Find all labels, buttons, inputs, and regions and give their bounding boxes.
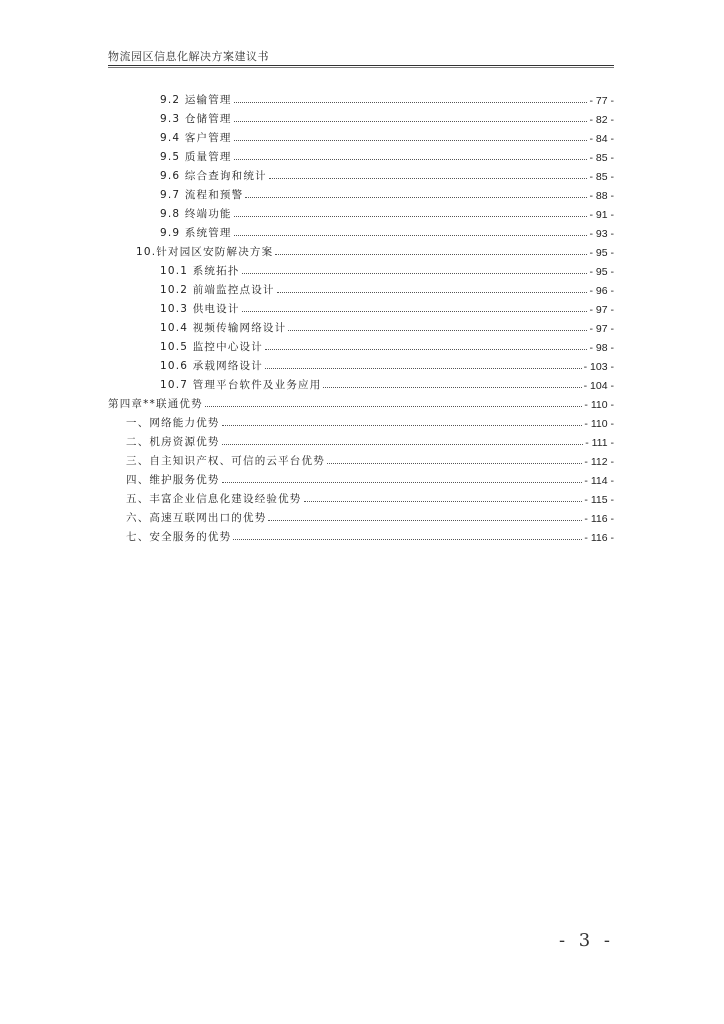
dot-leader [234, 158, 588, 160]
dot-leader [242, 310, 588, 312]
dot-leader [265, 348, 588, 350]
toc-entry[interactable] [108, 88, 614, 107]
dot-leader [234, 215, 588, 217]
page-number: - 3 - [558, 930, 614, 951]
toc-entry[interactable] [108, 411, 614, 430]
toc-entry-page: - 115 - [584, 494, 614, 506]
toc-entry-title: 9.5 质量管理 [160, 151, 232, 163]
toc-entry-title: 三、自主知识产权、可信的云平台优势 [126, 455, 325, 467]
dot-leader [222, 443, 584, 445]
dot-leader [242, 272, 588, 274]
toc-entry-title: 9.8 终端功能 [160, 208, 232, 220]
toc-entry[interactable] [108, 202, 614, 221]
toc-entry-page: - 85 - [589, 171, 614, 183]
toc-entry[interactable] [108, 335, 614, 354]
toc-entry-page: - 114 - [584, 475, 614, 487]
toc-entry-page: - 98 - [589, 342, 614, 354]
toc-entry-page: - 111 - [585, 437, 614, 449]
toc-entry[interactable] [108, 506, 614, 525]
toc-entry-page: - 84 - [589, 133, 614, 145]
dot-leader [234, 101, 588, 103]
toc-entry-page: - 82 - [589, 114, 614, 126]
toc-entry-title: 9.9 系统管理 [160, 227, 232, 239]
header-rule-secondary [108, 67, 614, 68]
dot-leader [268, 519, 582, 521]
toc-entry[interactable] [108, 354, 614, 373]
dot-leader [234, 120, 588, 122]
toc-entry[interactable] [108, 164, 614, 183]
toc-entry-page: - 116 - [584, 532, 614, 544]
toc-entry-page: - 97 - [589, 304, 614, 316]
toc-entry-page: - 77 - [589, 95, 614, 107]
toc-entry[interactable] [108, 240, 614, 259]
toc-entry[interactable] [108, 126, 614, 145]
toc-entry[interactable] [108, 107, 614, 126]
toc-entry-title: 10.针对园区安防解决方案 [136, 246, 274, 258]
toc-entry[interactable] [108, 525, 614, 544]
toc-entry-page: - 110 - [584, 399, 614, 411]
header-rule [108, 65, 614, 66]
toc-entry-title: 二、机房资源优势 [126, 436, 220, 448]
dot-leader [277, 291, 588, 293]
toc-entry-title: 10.4 视频传输网络设计 [160, 322, 287, 334]
dot-leader [222, 481, 583, 483]
toc-entry-page: - 97 - [589, 323, 614, 335]
toc-entry[interactable] [108, 221, 614, 240]
toc-entry-page: - 96 - [589, 285, 614, 297]
dot-leader [222, 424, 583, 426]
toc-entry-title: 9.3 仓储管理 [160, 113, 232, 125]
toc-entry-title: 10.5 监控中心设计 [160, 341, 263, 353]
toc-entry[interactable] [108, 449, 614, 468]
toc-entry-page: - 91 - [589, 209, 614, 221]
toc-entry-title: 五、丰富企业信息化建设经验优势 [126, 493, 302, 505]
toc-entry-page: - 104 - [583, 380, 614, 392]
toc-entry-page: - 103 - [583, 361, 614, 373]
toc-entry-title: 10.7 管理平台软件及业务应用 [160, 379, 322, 391]
toc-entry-page: - 93 - [589, 228, 614, 240]
toc-entry-title: 第四章**联通优势 [108, 398, 203, 410]
toc-entry-title: 七、安全服务的优势 [126, 531, 232, 543]
dot-leader [265, 367, 582, 369]
toc-entry-title: 9.2 运输管理 [160, 94, 232, 106]
toc-entry[interactable] [108, 316, 614, 335]
toc-entry-page: - 95 - [589, 266, 614, 278]
toc-entry-page: - 95 - [589, 247, 614, 259]
dot-leader [269, 177, 588, 179]
toc-entry-title: 10.3 供电设计 [160, 303, 240, 315]
toc-entry-page: - 112 - [584, 456, 614, 468]
toc-entry-title: 9.4 客户管理 [160, 132, 232, 144]
toc-entry-title: 六、高速互联网出口的优势 [126, 512, 267, 524]
dot-leader [288, 329, 587, 331]
toc-entry-title: 四、维护服务优势 [126, 474, 220, 486]
toc-entry-title: 一、网络能力优势 [126, 417, 220, 429]
toc-entry-title: 10.6 承载网络设计 [160, 360, 263, 372]
toc-entry[interactable] [108, 468, 614, 487]
dot-leader [234, 139, 588, 141]
dot-leader [304, 500, 583, 502]
toc-entry-page: - 110 - [584, 418, 614, 430]
toc-entry-page: - 116 - [584, 513, 614, 525]
dot-leader [327, 462, 583, 464]
toc-entry[interactable] [108, 145, 614, 164]
toc-entry[interactable] [108, 392, 614, 411]
toc-entry[interactable] [108, 373, 614, 392]
toc-entry[interactable] [108, 259, 614, 278]
toc-entry-title: 10.2 前端监控点设计 [160, 284, 275, 296]
dot-leader [323, 386, 581, 388]
running-header: 物流园区信息化解决方案建议书 [108, 50, 269, 63]
dot-leader [275, 253, 587, 255]
toc-entry[interactable] [108, 183, 614, 202]
toc-entry-title: 9.7 流程和预警 [160, 189, 244, 201]
toc-entry[interactable] [108, 487, 614, 506]
dot-leader [205, 405, 583, 407]
toc-entry-title: 9.6 综合查询和统计 [160, 170, 267, 182]
toc-entry[interactable] [108, 278, 614, 297]
toc-entry-title: 10.1 系统拓扑 [160, 265, 240, 277]
dot-leader [234, 234, 588, 236]
toc-entry[interactable] [108, 430, 614, 449]
toc-entry-page: - 85 - [589, 152, 614, 164]
table-of-contents [108, 88, 614, 544]
toc-entry-page: - 88 - [589, 190, 614, 202]
toc-entry[interactable] [108, 297, 614, 316]
dot-leader [233, 538, 582, 540]
dot-leader [245, 196, 587, 198]
